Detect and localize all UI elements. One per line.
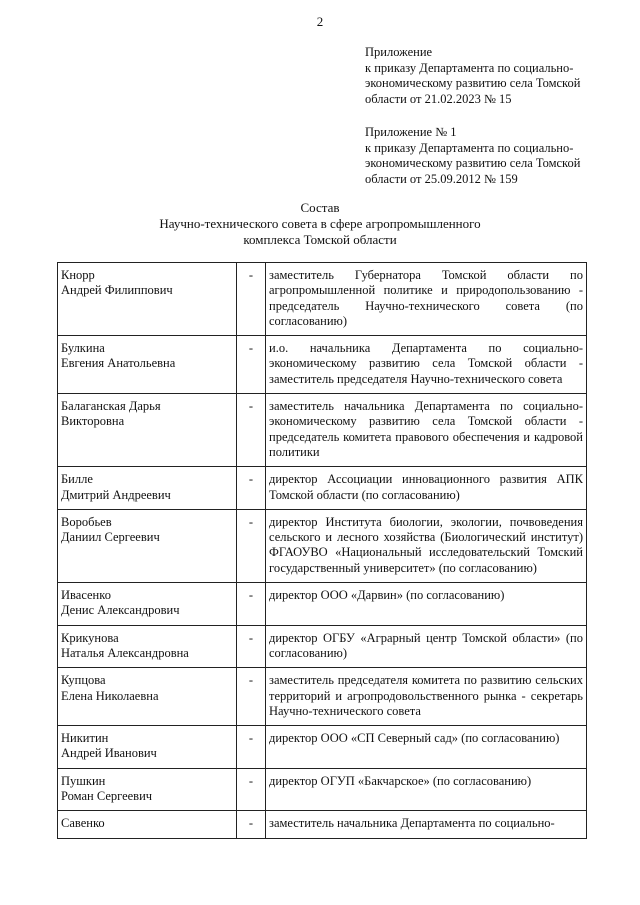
page-number: 2	[316, 14, 324, 29]
table-row	[58, 811, 587, 838]
appendix-line: экономическому развитию села Томской	[365, 76, 581, 90]
member-name-cell	[58, 583, 237, 626]
member-name-cell	[58, 811, 237, 838]
title-line: Состав	[300, 200, 340, 215]
member-name-cell	[58, 668, 237, 726]
member-role: заместитель начальника Департамента по социально-	[266, 811, 587, 838]
appendix-line: к приказу Департамента по социально-	[365, 140, 574, 155]
member-given-name: Наталья Александровна	[61, 645, 189, 660]
title-line: комплекса Томской области	[243, 232, 397, 247]
appendix-line: экономическому развитию села Томской	[365, 156, 581, 170]
appendix-header	[365, 45, 605, 107]
member-name-cell	[58, 336, 237, 394]
document-title	[0, 200, 640, 248]
member-given-name: Евгения Анатольевна	[61, 356, 176, 371]
member-surname: Купцова	[61, 673, 106, 688]
member-given-name: Даниил Сергеевич	[61, 530, 160, 545]
appendix-line: области от 25.09.2012 № 159	[365, 171, 518, 186]
member-given-name: Викторовна	[61, 414, 125, 429]
member-name-cell	[58, 625, 237, 668]
title-line: Научно-технического совета в сфере агропромышленного	[159, 216, 481, 231]
member-name-cell	[58, 467, 237, 510]
dash-cell: -	[237, 583, 266, 626]
member-role: заместитель председателя комитета по развитию сельских территорий и агропродовольственного рынка - секретарь Научно-технического совета	[266, 668, 587, 726]
member-surname: Крикунова	[61, 630, 119, 645]
appendix-line: к приказу Департамента по социально-	[365, 60, 574, 75]
member-surname: Билле	[61, 472, 93, 487]
member-role: директор Ассоциации инновационного развития АПК Томской области (по согласованию)	[266, 467, 587, 510]
member-surname: Никитин	[61, 731, 109, 746]
member-role: директор ООО «СП Северный сад» (по согласованию)	[266, 726, 587, 769]
members-table	[57, 262, 587, 839]
member-surname: Воробьев	[61, 514, 112, 529]
member-given-name: Андрей Филиппович	[61, 283, 173, 298]
dash-cell: -	[237, 726, 266, 769]
member-name-cell	[58, 768, 237, 811]
member-role: заместитель начальника Департамента по социально-экономическому развитию села Томской области - председатель комитета правового обеспечения и кадровой политики	[266, 394, 587, 467]
table-row	[58, 467, 587, 510]
appendix-subheader	[365, 125, 605, 187]
dash-cell: -	[237, 263, 266, 336]
member-given-name: Денис Александрович	[61, 603, 180, 618]
member-surname: Балаганская Дарья	[61, 399, 161, 414]
member-role: директор ООО «Дарвин» (по согласованию)	[266, 583, 587, 626]
member-surname: Ивасенко	[61, 588, 111, 603]
member-name-cell	[58, 263, 237, 336]
dash-cell: -	[237, 394, 266, 467]
dash-cell: -	[237, 625, 266, 668]
member-surname: Кнорр	[61, 268, 95, 282]
dash-cell: -	[237, 668, 266, 726]
member-role: заместитель Губернатора Томской области по агропромышленной политике и природопользованию - председатель Научно-технического совета (по согласованию)	[266, 263, 587, 336]
member-given-name: Андрей Иванович	[61, 746, 157, 761]
table-row	[58, 583, 587, 626]
member-surname: Савенко	[61, 816, 105, 831]
table-row	[58, 336, 587, 394]
table-row	[58, 263, 587, 336]
member-surname: Пушкин	[61, 773, 106, 788]
member-role: директор Института биологии, экологии, почвоведения сельского и лесного хозяйства (Биологический институт) ФГАОУВО «Национальный исследовательский Томский государственный университет» (по согласованию)	[266, 509, 587, 582]
table-row	[58, 625, 587, 668]
member-role: и.о. начальника Департамента по социально-экономическому развитию села Томской области - заместитель председателя Научно-технического совета	[266, 336, 587, 394]
members-table-body	[58, 263, 587, 839]
table-row	[58, 394, 587, 467]
dash-cell: -	[237, 811, 266, 838]
table-row	[58, 509, 587, 582]
table-row	[58, 668, 587, 726]
member-given-name: Роман Сергеевич	[61, 789, 153, 804]
member-name-cell	[58, 394, 237, 467]
member-name-cell	[58, 509, 237, 582]
member-given-name: Елена Николаевна	[61, 688, 159, 703]
table-row	[58, 768, 587, 811]
dash-cell: -	[237, 336, 266, 394]
member-surname: Булкина	[61, 341, 105, 356]
dash-cell: -	[237, 768, 266, 811]
appendix-line: Приложение № 1	[365, 125, 457, 139]
dash-cell: -	[237, 467, 266, 510]
appendix-line: Приложение	[365, 45, 433, 59]
table-row	[58, 726, 587, 769]
member-name-cell	[58, 726, 237, 769]
member-given-name: Дмитрий Андреевич	[61, 487, 171, 502]
appendix-line: области от 21.02.2023 № 15	[365, 91, 512, 106]
member-role: директор ОГБУ «Аграрный центр Томской области» (по согласованию)	[266, 625, 587, 668]
dash-cell: -	[237, 509, 266, 582]
member-role: директор ОГУП «Бакчарское» (по согласованию)	[266, 768, 587, 811]
